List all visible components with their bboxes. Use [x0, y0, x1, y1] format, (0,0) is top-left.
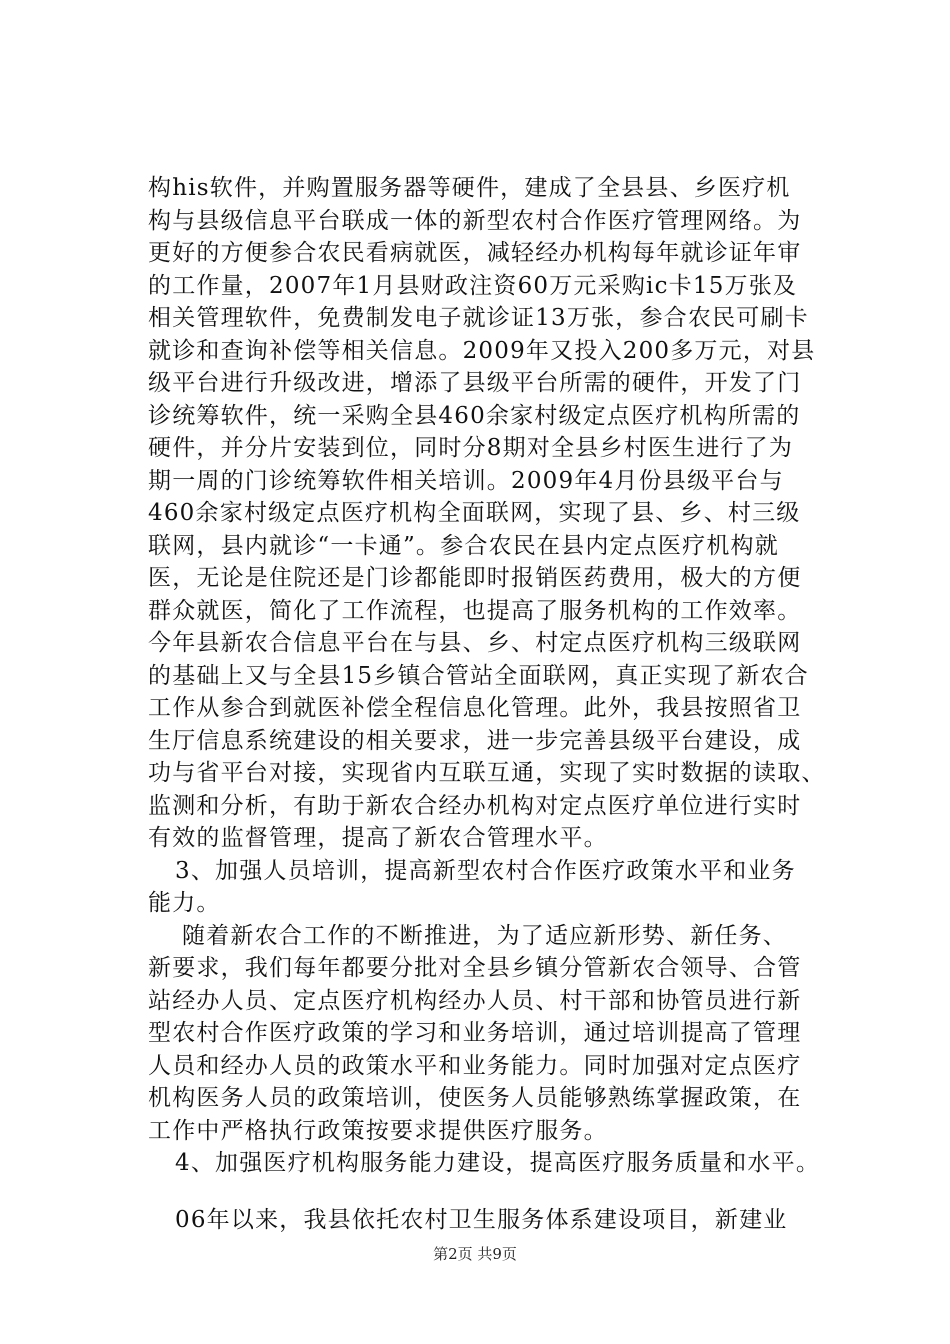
text-line: 就诊和查询补偿等相关信息。2009年又投入200多万元，对县 — [148, 337, 816, 364]
text-line: 工作中严格执行政策按要求提供医疗服务。 — [148, 1117, 608, 1144]
text-line: 新要求，我们每年都要分批对全县乡镇分管新农合领导、合管 — [148, 955, 802, 981]
text-line: 今年县新农合信息平台在与县、乡、村定点医疗机构三级联网 — [148, 630, 802, 656]
page-footer: 第2页 共9页 — [433, 1245, 517, 1263]
text-line: 460余家村级定点医疗机构全面联网，实现了县、乡、村三级 — [148, 500, 801, 526]
text-line: 的基础上又与全县15乡镇合管站全面联网，真正实现了新农合 — [148, 662, 809, 689]
document-body — [148, 172, 838, 1236]
text-line: 功与省平台对接，实现省内互联互通，实现了实时数据的读取、 — [148, 760, 826, 786]
text-line: 构与县级信息平台联成一体的新型农村合作医疗管理网络。为 — [148, 207, 802, 234]
text-line: 站经办人员、定点医疗机构经办人员、村干部和协管员进行新 — [148, 987, 802, 1014]
paragraph-start: 06年以来，我县依托农村卫生服务体系建设项目，新建业 — [175, 1206, 788, 1233]
text-line: 诊统筹软件，统一采购全县460余家村级定点医疗机构所需的 — [148, 402, 801, 429]
text-line: 级平台进行升级改进，增添了县级平台所需的硬件，开发了门 — [148, 370, 802, 396]
text-line: 人员和经办人员的政策水平和业务能力。同时加强对定点医疗 — [148, 1052, 802, 1079]
section-heading: 3、加强人员培训，提高新型农村合作医疗政策水平和业务 — [175, 857, 796, 884]
text-line: 构his软件，并购置服务器等硬件，建成了全县县、乡医疗机 — [148, 175, 791, 201]
text-line: 有效的监督管理，提高了新农合管理水平。 — [148, 825, 608, 851]
section-heading: 4、加强医疗机构服务能力建设，提高医疗服务质量和水平。 — [175, 1150, 821, 1176]
text-line: 联网，县内就诊“一卡通”。参合农民在县内定点医疗机构就 — [148, 532, 779, 559]
text-line: 群众就医，简化了工作流程，也提高了服务机构的工作效率。 — [148, 597, 802, 624]
text-line: 的工作量，2007年1月县财政注资60万元采购ic卡15万张及 — [148, 272, 798, 299]
text-line: 监测和分析，有助于新农合经办机构对定点医疗单位进行实时 — [148, 792, 802, 819]
text-line: 工作从参合到就医补偿全程信息化管理。此外，我县按照省卫 — [148, 695, 802, 721]
text-line: 硬件，并分片安装到位，同时分8期对全县乡村医生进行了为 — [148, 435, 794, 461]
text-line: 型农村合作医疗政策的学习和业务培训，通过培训提高了管理 — [148, 1020, 802, 1046]
text-line: 机构医务人员的政策培训，使医务人员能够熟练掌握政策，在 — [148, 1085, 802, 1111]
text-line: 期一周的门诊统筹软件相关培训。2009年4月份县级平台与 — [148, 467, 784, 494]
text-line: 医，无论是住院还是门诊都能即时报销医药费用，极大的方便 — [148, 565, 802, 591]
text-line: 生厅信息系统建设的相关要求，进一步完善县级平台建设，成 — [148, 727, 802, 754]
text-line: 相关管理软件，免费制发电子就诊证13万张，参合农民可刷卡 — [148, 305, 809, 331]
text-line: 更好的方便参合农民看病就医，减轻经办机构每年就诊证年审 — [148, 240, 802, 266]
paragraph-start: 随着新农合工作的不断推进，为了适应新形势、新任务、 — [182, 922, 787, 949]
section-heading-continued: 能力。 — [148, 890, 221, 916]
